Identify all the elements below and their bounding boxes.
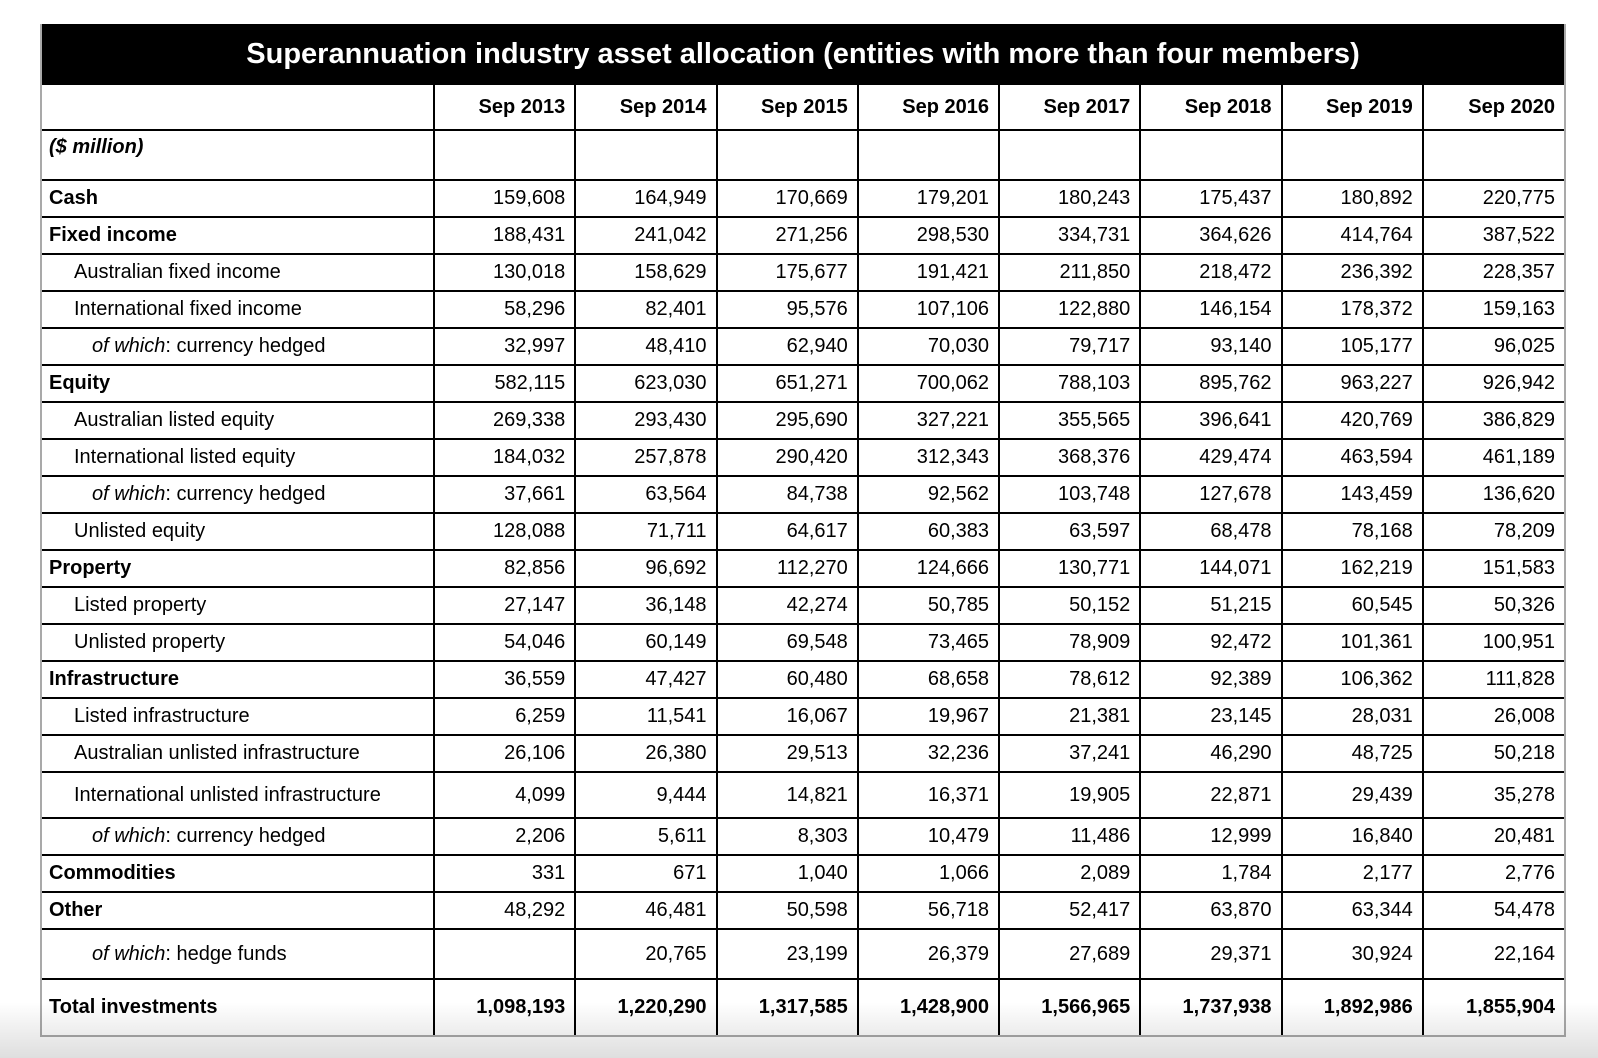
value-cell: 1,892,986 [1282,979,1423,1035]
value-cell: 220,775 [1423,180,1564,217]
table-row [42,661,1564,698]
value-cell: 1,220,290 [575,979,716,1035]
value-cell: 162,219 [1282,550,1423,587]
value-cell: 2,776 [1423,855,1564,892]
value-cell: 788,103 [999,365,1140,402]
value-cell: 236,392 [1282,254,1423,291]
value-cell: 92,562 [858,476,999,513]
value-cell: 21,381 [999,698,1140,735]
value-cell: 146,154 [1140,291,1281,328]
row-label: Unlisted equity [42,513,434,550]
value-cell: 19,905 [999,772,1140,818]
value-cell: 73,465 [858,624,999,661]
value-cell: 387,522 [1423,217,1564,254]
column-header: Sep 2014 [575,85,716,130]
value-cell: 312,343 [858,439,999,476]
value-cell: 269,338 [434,402,575,439]
table-row [42,929,1564,979]
value-cell: 170,669 [717,180,858,217]
value-cell: 6,259 [434,698,575,735]
row-label: International unlisted infrastructure [42,772,434,818]
empty-cell [1140,130,1281,180]
value-cell: 42,274 [717,587,858,624]
column-header: Sep 2020 [1423,85,1564,130]
value-cell: 461,189 [1423,439,1564,476]
value-cell: 180,243 [999,180,1140,217]
value-cell: 228,357 [1423,254,1564,291]
value-cell: 12,999 [1140,818,1281,855]
value-cell: 327,221 [858,402,999,439]
row-label-text: : currency hedged [165,825,326,847]
value-cell: 420,769 [1282,402,1423,439]
value-cell: 19,967 [858,698,999,735]
value-cell: 48,292 [434,892,575,929]
table-row [42,979,1564,1035]
value-cell: 164,949 [575,180,716,217]
empty-cell [717,130,858,180]
value-cell: 11,486 [999,818,1140,855]
value-cell: 68,658 [858,661,999,698]
value-cell: 211,850 [999,254,1140,291]
value-cell: 50,152 [999,587,1140,624]
value-cell: 124,666 [858,550,999,587]
value-cell: 60,149 [575,624,716,661]
asset-allocation-table-container [40,24,1566,1037]
row-label [42,476,434,513]
value-cell: 26,379 [858,929,999,979]
value-cell: 355,565 [999,402,1140,439]
value-cell: 50,785 [858,587,999,624]
value-cell: 68,478 [1140,513,1281,550]
column-header: Sep 2016 [858,85,999,130]
value-cell: 22,164 [1423,929,1564,979]
value-cell: 386,829 [1423,402,1564,439]
value-cell: 16,840 [1282,818,1423,855]
value-cell: 96,025 [1423,328,1564,365]
value-cell: 298,530 [858,217,999,254]
value-cell: 128,088 [434,513,575,550]
table-row [42,254,1564,291]
value-cell: 651,271 [717,365,858,402]
value-cell: 14,821 [717,772,858,818]
value-cell: 32,236 [858,735,999,772]
value-cell: 29,371 [1140,929,1281,979]
value-cell: 54,478 [1423,892,1564,929]
value-cell: 2,177 [1282,855,1423,892]
column-header: Sep 2013 [434,85,575,130]
value-cell: 63,344 [1282,892,1423,929]
value-cell: 63,564 [575,476,716,513]
value-cell: 95,576 [717,291,858,328]
row-label-text: : currency hedged [165,335,326,357]
value-cell: 37,241 [999,735,1140,772]
table-row [42,772,1564,818]
value-cell: 23,199 [717,929,858,979]
value-cell: 50,598 [717,892,858,929]
row-label [42,328,434,365]
value-cell: 70,030 [858,328,999,365]
value-cell: 106,362 [1282,661,1423,698]
value-cell: 218,472 [1140,254,1281,291]
value-cell: 188,431 [434,217,575,254]
header-spacer-cell [42,85,434,130]
value-cell: 271,256 [717,217,858,254]
row-label-italic-prefix: of which [92,335,166,357]
value-cell: 1,066 [858,855,999,892]
value-cell: 100,951 [1423,624,1564,661]
value-cell: 78,612 [999,661,1140,698]
value-cell: 178,372 [1282,291,1423,328]
column-header: Sep 2015 [717,85,858,130]
value-cell: 1,784 [1140,855,1281,892]
value-cell: 130,771 [999,550,1140,587]
unit-label: ($ million) [42,130,434,180]
row-label: Property [42,550,434,587]
row-label-italic-prefix: of which [92,942,166,965]
value-cell: 56,718 [858,892,999,929]
value-cell: 963,227 [1282,365,1423,402]
value-cell: 334,731 [999,217,1140,254]
empty-cell [575,130,716,180]
value-cell: 2,206 [434,818,575,855]
value-cell: 96,692 [575,550,716,587]
value-cell: 58,296 [434,291,575,328]
value-cell: 20,481 [1423,818,1564,855]
table-row [42,328,1564,365]
row-label: International fixed income [42,291,434,328]
table-row [42,180,1564,217]
row-label [42,929,434,979]
value-cell: 52,417 [999,892,1140,929]
value-cell: 463,594 [1282,439,1423,476]
table-row [42,476,1564,513]
value-cell: 1,317,585 [717,979,858,1035]
row-label: International listed equity [42,439,434,476]
value-cell: 37,661 [434,476,575,513]
value-cell: 27,147 [434,587,575,624]
value-cell: 78,209 [1423,513,1564,550]
value-cell: 36,559 [434,661,575,698]
value-cell: 293,430 [575,402,716,439]
table-row [42,855,1564,892]
value-cell: 60,545 [1282,587,1423,624]
value-cell: 63,870 [1140,892,1281,929]
value-cell: 16,067 [717,698,858,735]
empty-cell [1282,130,1423,180]
column-header: Sep 2018 [1140,85,1281,130]
value-cell: 30,924 [1282,929,1423,979]
value-cell: 4,099 [434,772,575,818]
value-cell: 700,062 [858,365,999,402]
value-cell: 51,215 [1140,587,1281,624]
row-label: Equity [42,365,434,402]
value-cell: 175,437 [1140,180,1281,217]
table-row [42,587,1564,624]
year-header-row [42,85,1564,130]
table-row [42,550,1564,587]
value-cell: 290,420 [717,439,858,476]
value-cell: 112,270 [717,550,858,587]
row-label-text: : currency hedged [165,483,326,505]
empty-cell [1423,130,1564,180]
value-cell: 62,940 [717,328,858,365]
value-cell: 54,046 [434,624,575,661]
value-cell: 429,474 [1140,439,1281,476]
row-label-text: : hedge funds [165,942,287,965]
value-cell: 84,738 [717,476,858,513]
value-cell: 1,040 [717,855,858,892]
value-cell: 71,711 [575,513,716,550]
row-label: Australian listed equity [42,402,434,439]
value-cell: 93,140 [1140,328,1281,365]
value-cell: 2,089 [999,855,1140,892]
value-cell: 10,479 [858,818,999,855]
value-cell: 69,548 [717,624,858,661]
value-cell: 82,401 [575,291,716,328]
row-label: Unlisted property [42,624,434,661]
value-cell: 180,892 [1282,180,1423,217]
value-cell: 396,641 [1140,402,1281,439]
value-cell: 26,106 [434,735,575,772]
column-header: Sep 2017 [999,85,1140,130]
row-label: Australian unlisted infrastructure [42,735,434,772]
value-cell: 60,480 [717,661,858,698]
value-cell: 143,459 [1282,476,1423,513]
row-label: Australian fixed income [42,254,434,291]
value-cell: 32,997 [434,328,575,365]
empty-cell [434,130,575,180]
value-cell: 103,748 [999,476,1140,513]
value-cell: 26,008 [1423,698,1564,735]
table-row [42,365,1564,402]
value-cell: 130,018 [434,254,575,291]
column-header: Sep 2019 [1282,85,1423,130]
value-cell: 20,765 [575,929,716,979]
value-cell: 35,278 [1423,772,1564,818]
value-cell: 64,617 [717,513,858,550]
value-cell: 111,828 [1423,661,1564,698]
value-cell: 79,717 [999,328,1140,365]
row-label: Commodities [42,855,434,892]
value-cell: 158,629 [575,254,716,291]
value-cell: 36,148 [575,587,716,624]
value-cell: 46,481 [575,892,716,929]
value-cell: 331 [434,855,575,892]
value-cell: 78,168 [1282,513,1423,550]
table-row [42,402,1564,439]
value-cell: 63,597 [999,513,1140,550]
value-cell: 9,444 [575,772,716,818]
value-cell: 144,071 [1140,550,1281,587]
table-row [42,513,1564,550]
value-cell: 22,871 [1140,772,1281,818]
value-cell: 295,690 [717,402,858,439]
value-cell: 101,361 [1282,624,1423,661]
value-cell: 159,163 [1423,291,1564,328]
value-cell: 107,106 [858,291,999,328]
row-label [42,818,434,855]
table-row [42,217,1564,254]
value-cell: 46,290 [1140,735,1281,772]
value-cell: 47,427 [575,661,716,698]
value-cell: 184,032 [434,439,575,476]
value-cell: 175,677 [717,254,858,291]
table-title: Superannuation industry asset allocation (entities with more than four members) [42,24,1564,85]
value-cell: 582,115 [434,365,575,402]
value-cell: 364,626 [1140,217,1281,254]
value-cell: 895,762 [1140,365,1281,402]
value-cell: 105,177 [1282,328,1423,365]
table-row [42,291,1564,328]
table-row [42,892,1564,929]
row-label: Infrastructure [42,661,434,698]
value-cell: 127,678 [1140,476,1281,513]
value-cell: 136,620 [1423,476,1564,513]
row-label: Fixed income [42,217,434,254]
value-cell: 1,428,900 [858,979,999,1035]
value-cell: 1,098,193 [434,979,575,1035]
table-row [42,698,1564,735]
value-cell: 29,439 [1282,772,1423,818]
value-cell: 60,383 [858,513,999,550]
value-cell: 5,611 [575,818,716,855]
value-cell: 191,421 [858,254,999,291]
value-cell: 26,380 [575,735,716,772]
value-cell: 28,031 [1282,698,1423,735]
empty-cell [999,130,1140,180]
value-cell: 159,608 [434,180,575,217]
asset-allocation-table [42,85,1564,1035]
value-cell: 29,513 [717,735,858,772]
value-cell: 623,030 [575,365,716,402]
value-cell: 78,909 [999,624,1140,661]
value-cell: 241,042 [575,217,716,254]
value-cell: 23,145 [1140,698,1281,735]
value-cell: 8,303 [717,818,858,855]
value-cell: 1,737,938 [1140,979,1281,1035]
value-cell: 48,725 [1282,735,1423,772]
row-label: Total investments [42,979,434,1035]
row-label-italic-prefix: of which [92,483,166,505]
value-cell: 82,856 [434,550,575,587]
value-cell: 1,855,904 [1423,979,1564,1035]
value-cell: 257,878 [575,439,716,476]
value-cell: 926,942 [1423,365,1564,402]
value-cell: 122,880 [999,291,1140,328]
value-cell: 1,566,965 [999,979,1140,1035]
value-cell: 27,689 [999,929,1140,979]
value-cell [434,929,575,979]
table-row [42,439,1564,476]
value-cell: 48,410 [575,328,716,365]
value-cell: 16,371 [858,772,999,818]
row-label: Cash [42,180,434,217]
table-row [42,818,1564,855]
value-cell: 11,541 [575,698,716,735]
table-row [42,624,1564,661]
unit-row [42,130,1564,180]
value-cell: 151,583 [1423,550,1564,587]
value-cell: 414,764 [1282,217,1423,254]
value-cell: 671 [575,855,716,892]
row-label: Listed infrastructure [42,698,434,735]
value-cell: 179,201 [858,180,999,217]
value-cell: 50,218 [1423,735,1564,772]
table-row [42,735,1564,772]
value-cell: 368,376 [999,439,1140,476]
value-cell: 92,472 [1140,624,1281,661]
row-label-italic-prefix: of which [92,825,166,847]
row-label: Other [42,892,434,929]
empty-cell [858,130,999,180]
row-label: Listed property [42,587,434,624]
value-cell: 50,326 [1423,587,1564,624]
value-cell: 92,389 [1140,661,1281,698]
